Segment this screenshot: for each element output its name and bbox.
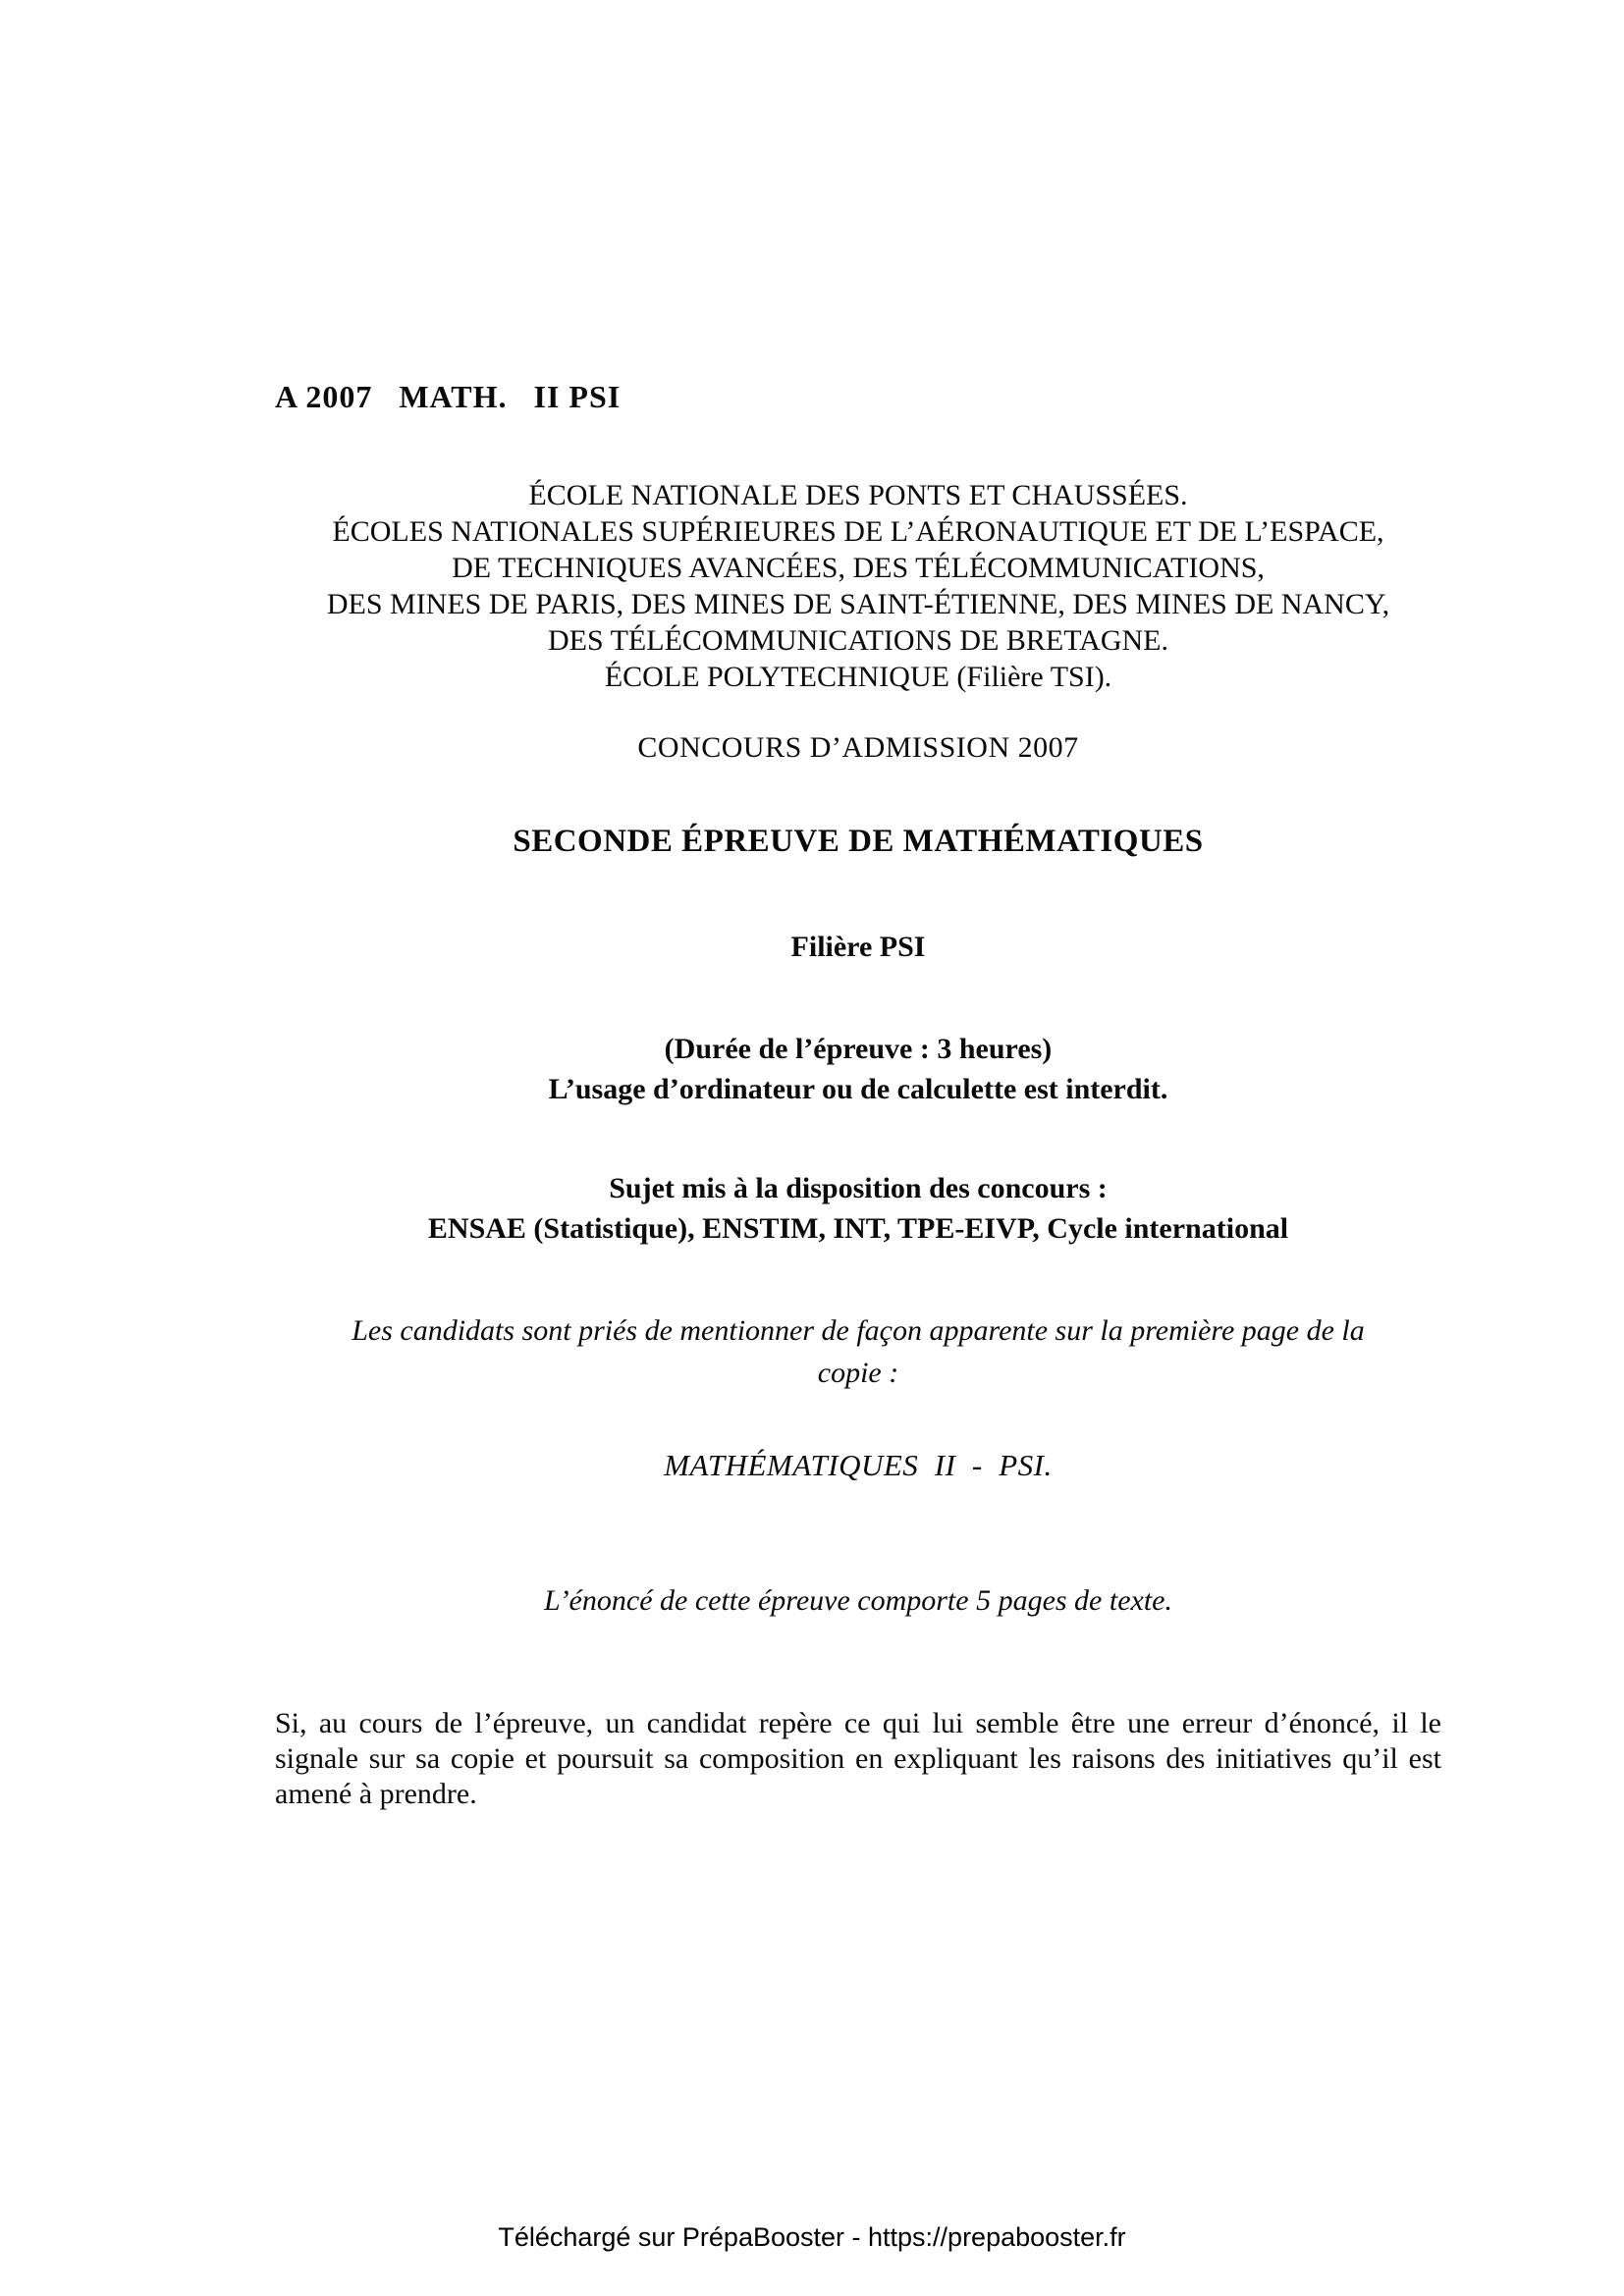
notice-line: copie :	[817, 1357, 899, 1389]
school-line: DES MINES DE PARIS, DES MINES DE SAINT-ÉTIENNE, DES MINES DE NANCY,	[326, 588, 1390, 620]
exam-code: A 2007 MATH. II PSI	[275, 379, 622, 414]
notice-block	[275, 1309, 1441, 1394]
filiere-line: Filière PSI	[790, 931, 926, 963]
school-line: DES TÉLÉCOMMUNICATIONS DE BRETAGNE.	[547, 624, 1169, 657]
concours-line: CONCOURS D’ADMISSION 2007	[637, 731, 1079, 764]
schools-block	[275, 477, 1441, 695]
notice-line: Les candidats sont priés de mentionner de façon apparente sur la première page de la	[352, 1314, 1365, 1347]
sujet-schools-line: ENSAE (Statistique), ENSTIM, INT, TPE-EIVP, Cycle international	[427, 1212, 1289, 1245]
subject-label: MATHÉMATIQUES II - PSI.	[664, 1448, 1053, 1482]
sujet-block	[275, 1168, 1441, 1249]
pages-note: L’énoncé de cette épreuve comporte 5 pages de texte.	[544, 1584, 1172, 1617]
school-line: DE TECHNIQUES AVANCÉES, DES TÉLÉCOMMUNICATIONS,	[452, 552, 1265, 584]
duration-block	[275, 1029, 1441, 1109]
erratum-paragraph: Si, au cours de l’épreuve, un candidat repère ce qui lui semble être une erreur d’énoncé, il le signale sur sa copie et poursuit sa composition en expliquant les raisons des initiatives qu’il est amené à prendre.	[275, 1707, 1441, 1810]
school-line: ÉCOLES NATIONALES SUPÉRIEURES DE L’AÉRONAUTIQUE ET DE L’ESPACE,	[332, 515, 1384, 548]
exam-title: SECONDE ÉPREUVE DE MATHÉMATIQUES	[513, 824, 1204, 859]
calculator-restriction-line: L’usage d’ordinateur ou de calculette est interdit.	[548, 1073, 1168, 1105]
sujet-intro-line: Sujet mis à la disposition des concours :	[609, 1172, 1108, 1204]
school-line: ÉCOLE POLYTECHNIQUE (Filière TSI).	[604, 661, 1112, 693]
footer-text: Téléchargé sur PrépaBooster - https://prepabooster.fr	[498, 2222, 1126, 2252]
school-line: ÉCOLE NATIONALE DES PONTS ET CHAUSSÉES.	[528, 479, 1188, 511]
duration-line: (Durée de l’épreuve : 3 heures)	[664, 1033, 1053, 1065]
